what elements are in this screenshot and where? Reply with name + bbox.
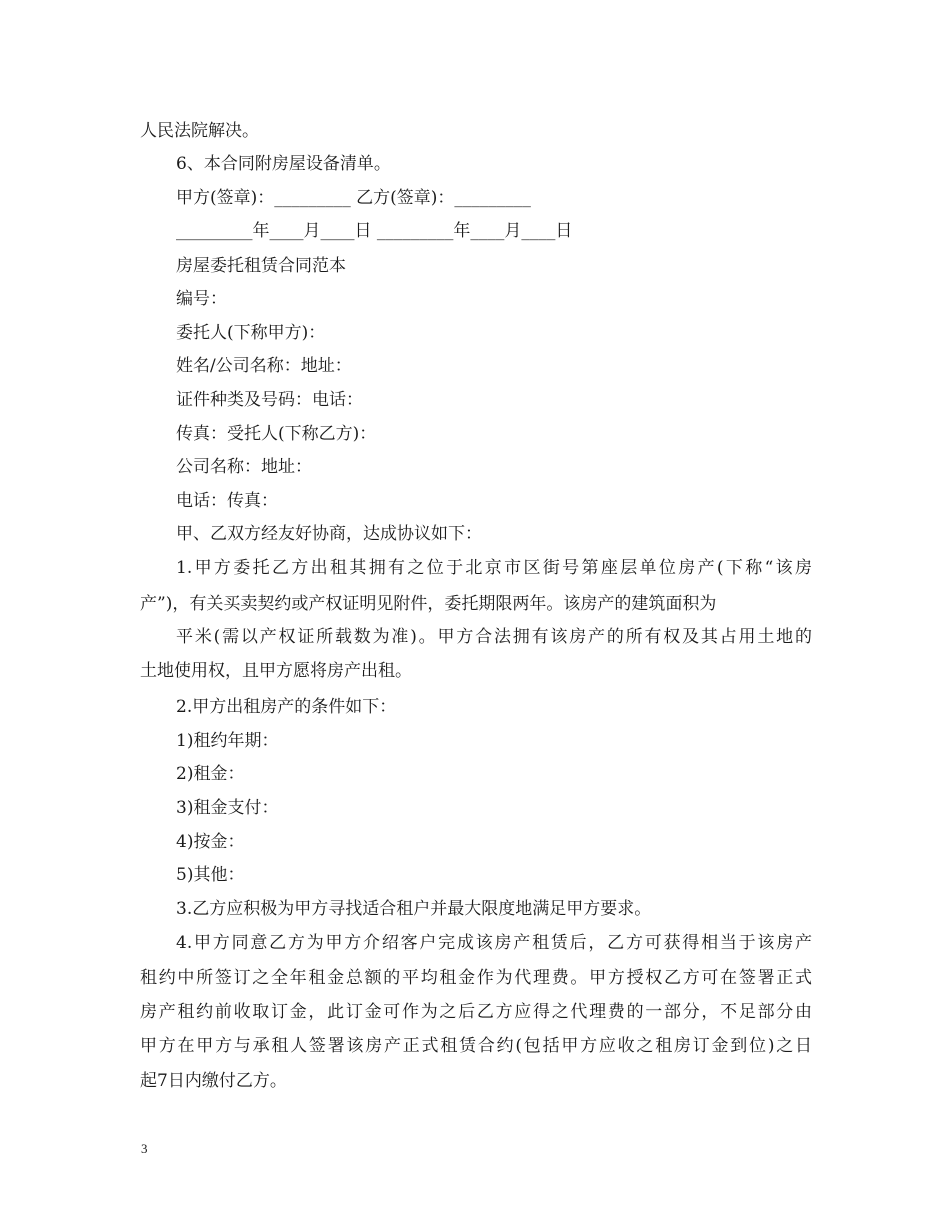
text-line: 委托人(下称甲方)：: [176, 323, 326, 343]
clause-line: 4.甲方同意乙方为甲方介绍客户完成该房产租赁后，乙方可获得相当于该房产: [176, 933, 812, 953]
clause-line: 甲方在甲方与承租人签署该房产正式租赁合约(包括甲方应收之租房订金到位)之日: [140, 1036, 812, 1056]
text-line: 甲、乙双方经友好协商，达成协议如下：: [176, 524, 482, 544]
text-line: 姓名/公司名称：地址：: [176, 356, 352, 376]
list-item: 2)租金：: [176, 764, 245, 784]
signature-line: 甲方(签章)：_________ 乙方(签章)：_________: [176, 188, 531, 208]
text-line: 传真：受托人(下称乙方)：: [176, 424, 377, 444]
text-line: 人民法院解决。: [140, 121, 259, 141]
section-title: 房屋委托租赁合同范本: [176, 256, 346, 276]
clause-line: 3.乙方应积极为甲方寻找适合租户并最大限度地满足甲方要求。: [176, 899, 652, 919]
clause-line: 起7日内缴付乙方。: [140, 1071, 287, 1091]
text-line: 证件种类及号码：电话：: [176, 390, 363, 410]
list-item: 5)其他：: [176, 865, 245, 885]
clause-line: 2.甲方出租房产的条件如下：: [176, 697, 397, 717]
date-line: _________年____月____日 _________年____月____日: [176, 221, 573, 241]
list-item: 3)租金支付：: [176, 798, 279, 818]
clause-line: 平米(需以产权证所载数为准)。甲方合法拥有该房产的所有权及其占用土地的: [176, 627, 812, 647]
clause-line: 租约中所签订之全年租金总额的平均租金作为代理费。甲方授权乙方可在签署正式: [140, 968, 812, 988]
clause-line: 土地使用权，且甲方愿将房产出租。: [140, 661, 412, 681]
text-line: 电话：传真：: [176, 491, 278, 511]
clause-line: 产”)，有关买卖契约或产权证明见附件，委托期限两年。该房产的建筑面积为: [140, 594, 717, 614]
list-item: 4)按金：: [176, 832, 245, 852]
page-number: 3: [141, 1141, 148, 1156]
text-line: 6、本合同附房屋设备清单。: [176, 154, 391, 174]
clause-line: 1.甲方委托乙方出租其拥有之位于北京市区街号第座层单位房产(下称“该房: [176, 558, 812, 578]
text-line: 公司名称：地址：: [176, 457, 312, 477]
clause-line: 房产租约前收取订金，此订金可作为之后乙方应得之代理费的一部分，不足部分由: [140, 1002, 812, 1022]
list-item: 1)租约年期：: [176, 731, 279, 751]
text-line: 编号：: [176, 289, 227, 309]
